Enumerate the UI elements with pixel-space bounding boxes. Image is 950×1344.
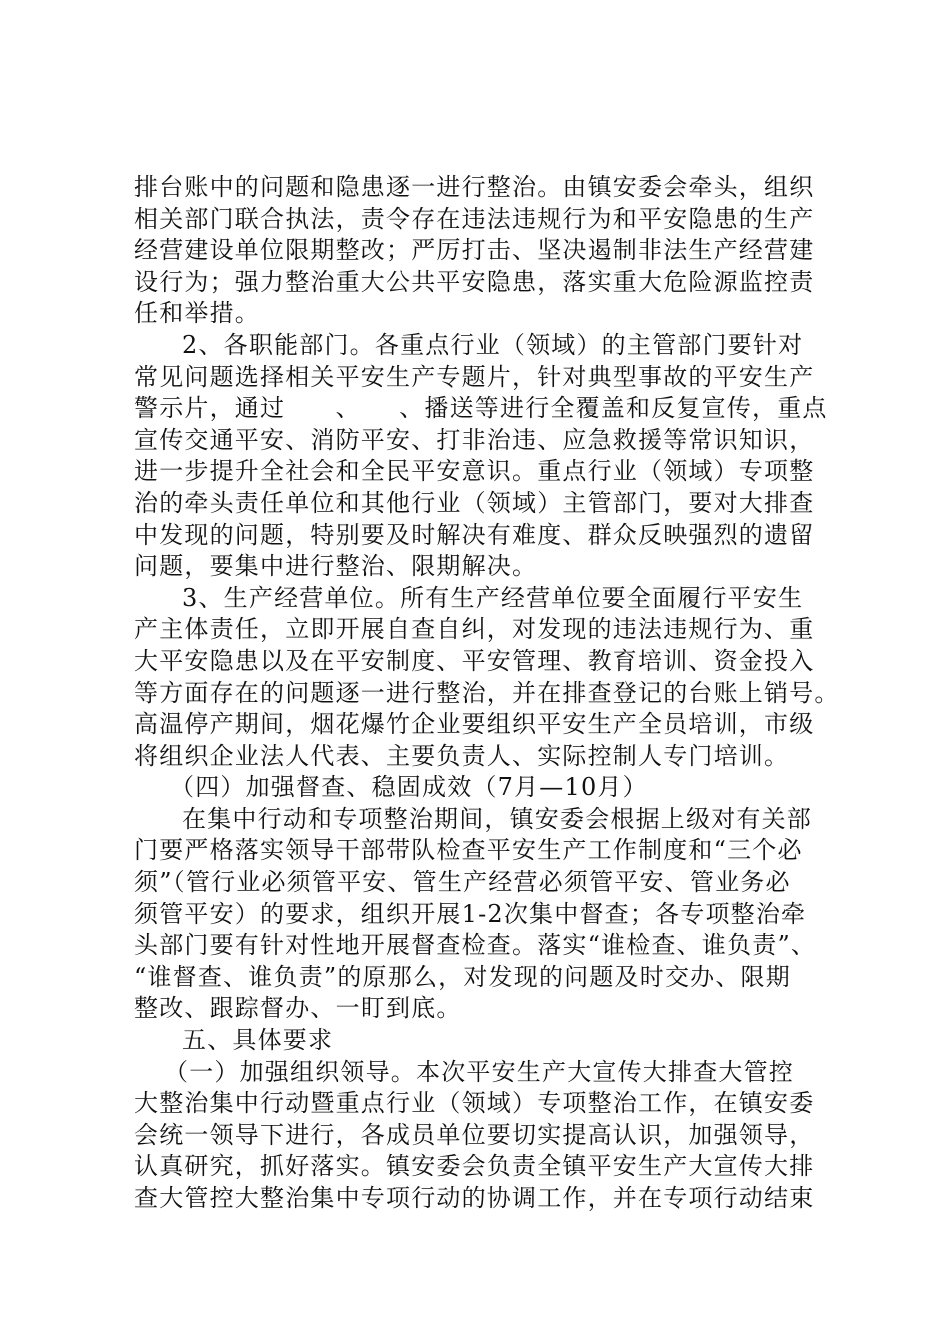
text-line: 大平安隐患以及在平安制度、平安管理、教育培训、资金投入 <box>134 646 815 675</box>
text-line: 设行为；强力整治重大公共平安隐患，落实重大危险源监控责 <box>134 267 815 296</box>
document-body <box>134 172 854 1215</box>
text-line: 进一步提升全社会和全民平安意识。重点行业（领域）专项整 <box>134 457 815 486</box>
section-heading: 五、具体要求 <box>182 1026 334 1055</box>
text-line: 经营建设单位限期整改；严厉打击、坚决遏制非法生产经营建 <box>134 236 815 265</box>
text-line: 排台账中的问题和隐患逐一进行整治。由镇安委会牵头，组织 <box>134 173 815 201</box>
text-line: 相关部门联合执法，责令存在违法违规行为和平安隐患的生产 <box>134 204 815 233</box>
text-line: 须管平安）的要求，组织开展1-2次集中督查；各专项整治牵 <box>134 899 807 928</box>
text-line: 问题，要集中进行整治、限期解决。 <box>134 552 538 581</box>
text-line: 中发现的问题，特别要及时解决有难度、群众反映强烈的遗留 <box>134 520 815 549</box>
text-line: 治的牵头责任单位和其他行业（领域）主管部门，要对大排查 <box>134 488 815 517</box>
text-line: 将组织企业法人代表、主要负责人、实际控制人专门培训。 <box>134 741 790 770</box>
section-heading: （四）加强督查、稳固成效（7月—10月） <box>170 773 648 802</box>
text-line: 高温停产期间，烟花爆竹企业要组织平安生产全员培训，市级 <box>134 710 815 739</box>
text-line: “谁督查、谁负责”的原那么，对发现的问题及时交办、限期 <box>134 962 791 991</box>
text-line: 整改、跟踪督办、一盯到底。 <box>134 994 462 1023</box>
paragraph-start-line: 2、各职能部门。各重点行业（领域）的主管部门要针对 <box>182 330 804 359</box>
paragraph-start-line: 3、生产经营单位。所有生产经营单位要全面履行平安生 <box>182 583 804 612</box>
text-line: 等方面存在的问题逐一进行整治，并在排查登记的台账上销号。 <box>134 678 840 707</box>
text-line: 常见问题选择相关平安生产专题片，针对典型事故的平安生产 <box>134 362 815 391</box>
text-line: 须”（管行业必须管平安、管生产经营必须管平安、管业务必 <box>134 868 791 897</box>
text-line: 门要严格落实领导干部带队检查平安生产工作制度和“三个必 <box>134 836 803 865</box>
paragraph-start-line: （一）加强组织领导。本次平安生产大宣传大排查大管控 <box>164 1057 794 1086</box>
text-line: 会统一领导下进行，各成员单位要切实提高认识，加强领导， <box>134 1120 815 1149</box>
text-line: 头部门要有针对性地开展督查检查。落实“谁检查、谁负责”、 <box>134 931 817 960</box>
text-line: 产主体责任，立即开展自查自纠，对发现的违法违规行为、重 <box>134 615 815 644</box>
text-line: 认真研究，抓好落实。镇安委会负责全镇平安生产大宣传大排 <box>134 1152 815 1181</box>
text-line: 大整治集中行动暨重点行业（领域）专项整治工作，在镇安委 <box>134 1089 815 1118</box>
text-line: 查大管控大整治集中专项行动的协调工作，并在专项行动结束 <box>134 1184 815 1212</box>
text-line: 宣传交通平安、消防平安、打非治违、应急救援等常识知识， <box>134 425 815 454</box>
paragraph-start-line: 在集中行动和专项整治期间，镇安委会根据上级对有关部 <box>182 804 812 833</box>
text-line: 任和举措。 <box>134 299 260 328</box>
text-line: 警示片，通过 、 、播送等进行全覆盖和反复宣传，重点 <box>134 394 828 423</box>
